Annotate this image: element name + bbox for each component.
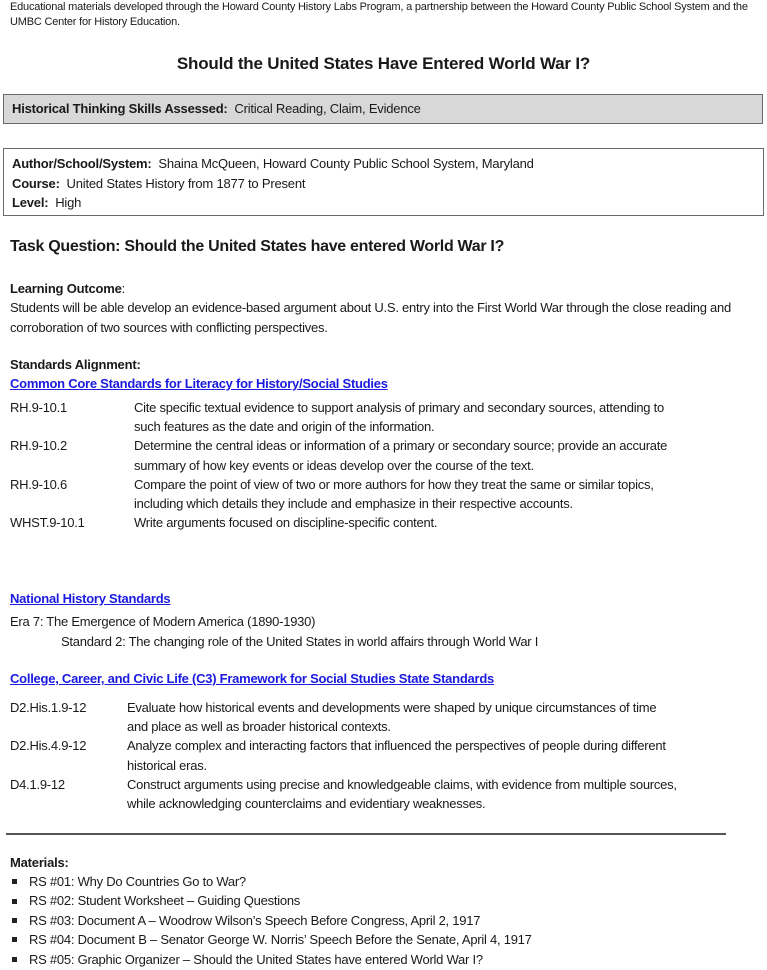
material-label: RS #04: Document B – Senator George W. Norris’ Speech Before the Senate, April 4, 1917 [29, 932, 532, 948]
material-label: RS #03: Document A – Woodrow Wilson’s Speech Before Congress, April 2, 1917 [29, 912, 481, 928]
materials-label: Materials: [10, 855, 69, 870]
standard-desc: Compare the point of view of two or more authors for how they treat the same or similar topics, including which details they include and emphasize in their respective accounts. [134, 476, 654, 512]
standard-row [10, 775, 680, 813]
level-label: Level: [12, 195, 49, 210]
list-item [10, 911, 532, 930]
material-label: RS #02: Student Worksheet – Guiding Questions [29, 893, 301, 909]
level-value: High [55, 195, 82, 210]
common-core-link[interactable]: Common Core Standards for Literacy for History/Social Studies [10, 376, 388, 391]
author-row [12, 154, 755, 174]
square-bullet-icon [12, 879, 17, 884]
list-item [10, 930, 532, 949]
standard-code: RH.9-10.1 [10, 400, 67, 415]
standard-code: D2.His.4.9-12 [10, 738, 87, 754]
standard-row [10, 736, 680, 774]
task-question: Task Question: Should the United States have entered World War I? [10, 238, 505, 255]
standard-code: RH.9-10.2 [10, 438, 67, 454]
list-item [10, 872, 532, 891]
skills-value: Critical Reading, Claim, Evidence [234, 101, 421, 116]
level-row [12, 193, 755, 213]
learning-outcome-label: Learning Outcome [10, 281, 122, 296]
standards-alignment-label: Standards Alignment: [10, 357, 141, 372]
standard-code: D2.His.1.9-12 [10, 700, 87, 715]
material-label: RS #05: Graphic Organizer – Should the United States have entered World War I? [29, 951, 483, 967]
header-note: Educational materials developed through the Howard County History Labs Program, a partnership between the Howard County Public School System and the UMBC Center for History Education. [10, 1, 748, 28]
standard-row [10, 475, 690, 513]
materials-list [10, 872, 532, 969]
square-bullet-icon [12, 899, 17, 904]
standard-desc: Analyze complex and interacting factors that influenced the perspectives of people during different historical eras. [127, 738, 666, 773]
list-item [10, 950, 532, 969]
standard-desc: Determine the central ideas or information of a primary or secondary source; provide an accurate summary of how key events or ideas develop over the course of the text. [134, 438, 668, 473]
learning-outcome-text: Students will be able develop an evidence-based argument about U.S. entry into the First World War through the close reading and corroboration of two sources with conflicting perspectives. [10, 300, 731, 335]
course-value: United States History from 1877 to Present [66, 175, 306, 191]
standard-desc: Write arguments focused on discipline-specific content. [134, 515, 438, 531]
standard-code: D4.1.9-12 [10, 776, 65, 792]
list-item [10, 891, 532, 910]
page-title: Should the United States Have Entered World War I? [176, 54, 591, 73]
common-core-standards-list [10, 398, 690, 532]
square-bullet-icon [12, 957, 17, 962]
standard-desc: Construct arguments using precise and knowledgeable claims, with evidence from multiple sources, while acknowledging counterclaims and evidentiary weaknesses. [127, 776, 677, 812]
standard-row [10, 698, 680, 736]
standard-row [10, 436, 690, 474]
national-standard: Standard 2: The changing role of the United States in world affairs through World War I [61, 634, 539, 649]
standard-desc: Evaluate how historical events and developments were shaped by unique circumstances of time and place as well as broader historical contexts. [127, 700, 657, 735]
horizontal-divider [6, 833, 726, 835]
author-label: Author/School/System: [12, 156, 152, 171]
course-row [12, 174, 755, 194]
standard-desc: Cite specific textual evidence to support analysis of primary and secondary sources, attending to such features as the date and origin of the information. [134, 400, 664, 435]
square-bullet-icon [12, 918, 17, 923]
learning-outcome-colon: : [121, 281, 126, 296]
standard-code: RH.9-10.6 [10, 476, 67, 492]
c3-framework-link[interactable]: College, Career, and Civic Life (C3) Framework for Social Studies State Standards [10, 671, 495, 686]
standard-row [10, 513, 690, 532]
national-era: Era 7: The Emergence of Modern America (1890-1930) [10, 614, 316, 629]
skills-box [3, 94, 763, 124]
skills-label: Historical Thinking Skills Assessed: [12, 101, 228, 116]
national-history-standards-link[interactable]: National History Standards [10, 591, 171, 606]
standard-code: WHST.9-10.1 [10, 515, 85, 531]
author-value: Shaina McQueen, Howard County Public School System, Maryland [158, 156, 534, 171]
material-label: RS #01: Why Do Countries Go to War? [29, 874, 246, 889]
standard-row [10, 398, 690, 436]
c3-standards-list [10, 698, 680, 813]
info-box [3, 148, 764, 216]
learning-outcome-heading [10, 281, 125, 296]
square-bullet-icon [12, 937, 17, 942]
course-label: Course: [12, 175, 60, 191]
